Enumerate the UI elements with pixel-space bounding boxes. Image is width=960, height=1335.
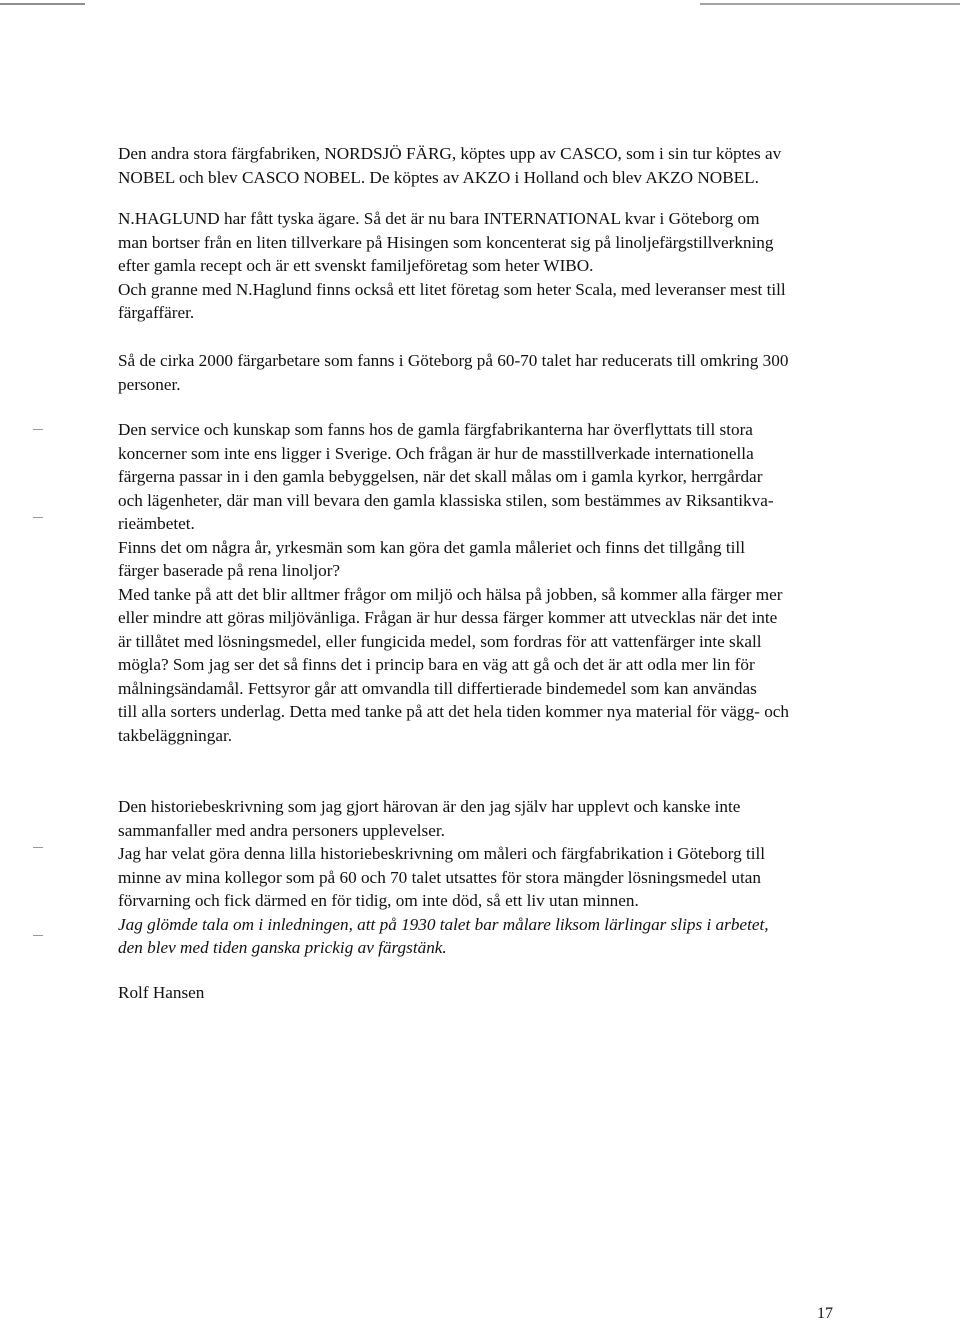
paragraph-akzo-nobel [118,142,878,189]
text-line: Jag har velat göra denna lilla historiebeskrivning om måleri och färgfabrikation i Göteborg till [118,844,766,863]
author-name: Rolf Hansen [118,983,205,1002]
paragraph-service-knowledge [118,418,878,747]
text-line: Den andra stora färgfabriken, NORDSJÖ FÄRG, köptes upp av CASCO, som i sin tur köptes av [118,144,782,163]
text-line: färger baserade på rena linoljor? [118,561,341,580]
paragraph-history-description [118,795,878,960]
text-line: färgaffärer. [118,303,195,322]
text-line: efter gamla recept och är ett svenskt familjeföretag som heter WIBO. [118,256,594,275]
text-line: mögla? Som jag ser det så finns det i princip bara en väg att gå och det är att odla mer lin för [118,655,755,674]
text-line: Och granne med N.Haglund finns också ett litet företag som heter Scala, med leveranser mest till [118,279,786,299]
text-line: minne av mina kollegor som på 60 och 70 talet utsattes för stora mängder lösningsmedel utan [118,867,761,887]
italic-text-line: Jag glömde tala om i inledningen, att på 1930 talet bar målare liksom lärlingar slips i arbetet, [118,914,769,934]
text-line: man bortser från en liten tillverkare på Hisingen som koncenterat sig på linoljefärgstillverkning [118,232,774,252]
paragraph-haglund [118,207,878,325]
text-line: färgerna passar in i den gamla bebyggelsen, när det skall målas om i gamla kyrkor, herrgårdar [118,467,763,486]
text-line: till alla sorters underlag. Detta med tanke på att det hela tiden kommer nya material för vägg- och [118,702,790,721]
text-line: Med tanke på att det blir alltmer frågor om miljö och hälsa på jobben, så kommer alla färger mer [118,584,783,604]
text-line: personer. [118,374,181,394]
text-line: eller mindre att göras miljövänliga. Frågan är hur dessa färger kommer att utvecklas när det inte [118,608,778,627]
text-line: och lägenheter, där man vill bevara den gamla klassiska stilen, som bestämmes av Riksantikva- [118,490,774,510]
margin-mark [33,517,43,518]
text-line: N.HAGLUND har fått tyska ägare. Så det är nu bara INTERNATIONAL kvar i Göteborg om [118,209,760,228]
author-signature [118,981,878,1005]
text-line: Finns det om några år, yrkesmän som kan göra det gamla måleriet och finns det tillgång till [118,537,745,557]
scan-edge-artifact [0,3,960,5]
text-line: rieämbetet. [118,514,195,533]
text-line: Så de cirka 2000 färgarbetare som fanns i Göteborg på 60-70 talet har reducerats till omkring 300 [118,351,789,370]
text-line: NOBEL och blev CASCO NOBEL. De köptes av AKZO i Holland och blev AKZO NOBEL. [118,167,759,187]
page-number: 17 [817,1305,833,1322]
text-line: takbeläggningar. [118,725,233,745]
italic-text-line: den blev med tiden ganska prickig av färgstänk. [118,938,447,957]
text-line: förvarning och fick därmed en för tidig, om inte död, så ett liv utan minnen. [118,891,639,910]
paragraph-workers [118,349,878,396]
text-line: Den historiebeskrivning som jag gjort härovan är den jag själv har upplevt och kanske inte [118,797,741,816]
text-line: är tillåtet med lösningsmedel, eller fungicida medel, som fordras för att vattenfärger inte skall [118,631,762,651]
margin-mark [33,847,43,848]
text-line: sammanfaller med andra personers upplevelser. [118,820,445,840]
text-line: Den service och kunskap som fanns hos de gamla färgfabrikanterna har överflyttats till stora [118,420,753,439]
text-line: målningsändamål. Fettsyror går att omvandla till differtierade bindemedel som kan användas [118,678,757,698]
text-line: koncerner som inte ens ligger i Sverige. Och frågan är hur de masstillverkade internationella [118,443,754,463]
margin-mark [33,429,43,430]
margin-mark [33,935,43,936]
